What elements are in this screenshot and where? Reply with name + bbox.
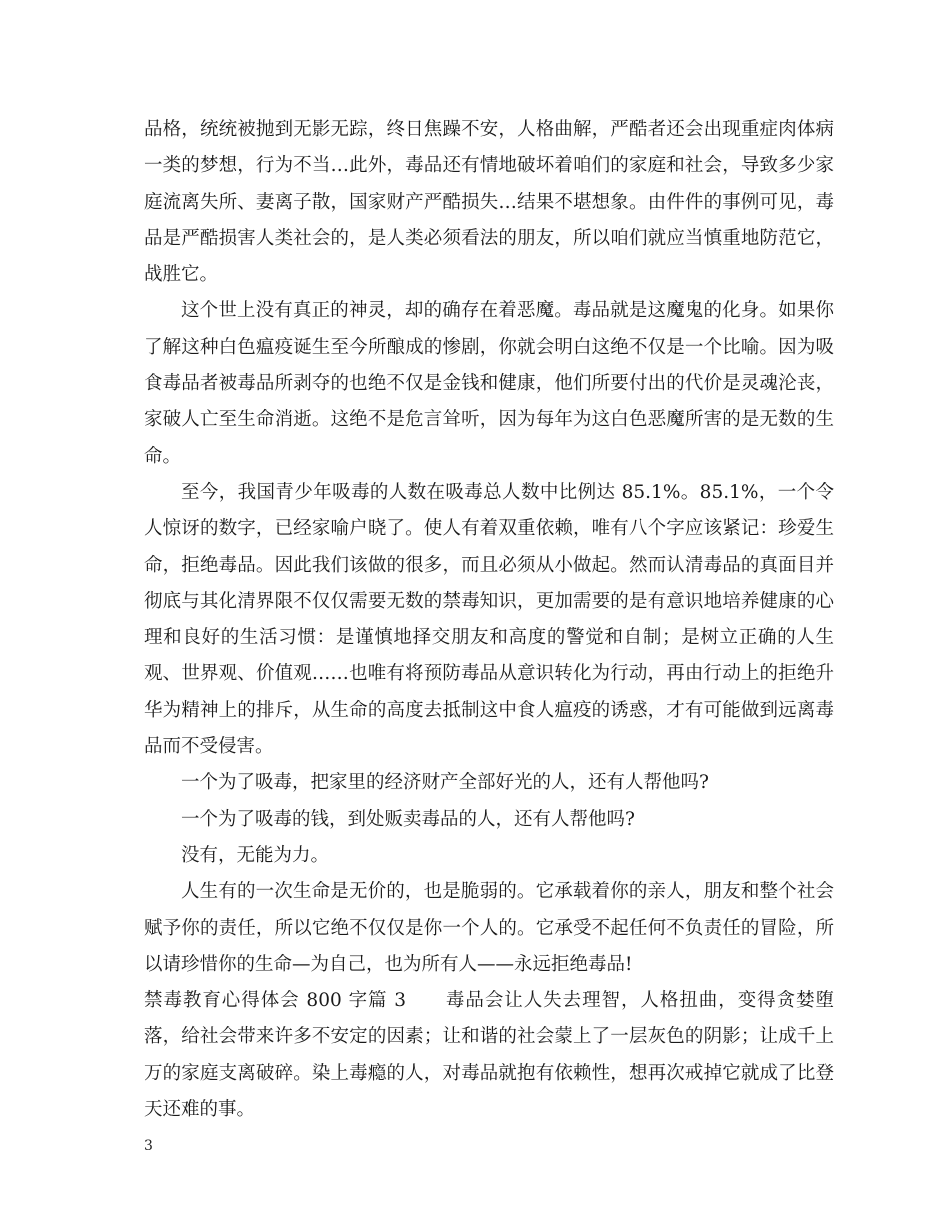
paragraph-8: 禁毒教育心得体会 800 字篇 3 毒品会让人失去理智，人格扭曲，变得贪婪堕落，给社会带来许多不安定的因素；让和谐的社会蒙上了一层灰色的阴影；让成千上万的家庭支离破碎。染上毒瘾的人，对毒品就抱有依赖性，想再次戒掉它就成了比登天还难的事。 bbox=[144, 990, 834, 1121]
paragraph-5: 一个为了吸毒的钱，到处贩卖毒品的人，还有人帮他吗? bbox=[181, 808, 635, 830]
page-number: 3 bbox=[144, 1138, 153, 1154]
paragraph-1: 品格，统统被抛到无影无踪，终日焦躁不安，人格曲解，严酷者还会出现重症肉体病一类的梦想，行为不当…此外，毒品还有情地破坏着咱们的家庭和社会，导致多少家庭流离失所、妻离子散，国家财产严酷损失…结果不堪想象。由件件的事例可见，毒品是严酷损害人类社会的，是人类必须看法的朋友，所以咱们就应当慎重地防范它，战胜它。 bbox=[144, 119, 834, 286]
paragraph-2: 这个世上没有真正的神灵，却的确存在着恶魔。毒品就是这魔鬼的化身。如果你了解这种白色瘟疫诞生至今所酿成的惨剧，你就会明白这绝不仅是一个比喻。因为吸食毒品者被毒品所剥夺的也绝不仅是金钱和健康，他们所要付出的代价是灵魂沦丧，家破人亡至生命消逝。这绝不是危言耸听，因为每年为这白色恶魔所害的是无数的生命。 bbox=[144, 300, 834, 467]
paragraph-6: 没有，无能为力。 bbox=[181, 844, 330, 866]
paragraph-7: 人生有的一次生命是无价的，也是脆弱的。它承载着你的亲人，朋友和整个社会赋予你的责任，所以它绝不仅仅是你一个人的。它承受不起任何不负责任的冒险，所以请珍惜你的生命—为自己，也为所有人——永远拒绝毒品! bbox=[144, 881, 834, 975]
body-text bbox=[144, 112, 834, 1128]
paragraph-3: 至今，我国青少年吸毒的人数在吸毒总人数中比例达 85.1%。85.1%，一个令人惊讶的数字，已经家喻户晓了。使人有着双重依赖，唯有八个字应该紧记：珍爱生命，拒绝毒品。因此我们该做的很多，而且必须从小做起。然而认清毒品的真面目并彻底与其化清界限不仅仅需要无数的禁毒知识，更加需要的是有意识地培养健康的心理和良好的生活习惯：是谨慎地择交朋友和高度的警觉和自制；是树立正确的人生观、世界观、价值观……也唯有将预防毒品从意识转化为行动，再由行动上的拒绝升华为精神上的排斥，从生命的高度去抵制这中食人瘟疫的诱惑，才有可能做到远离毒品而不受侵害。 bbox=[144, 481, 834, 758]
paragraph-4: 一个为了吸毒，把家里的经济财产全部好光的人，还有人帮他吗? bbox=[181, 772, 709, 794]
